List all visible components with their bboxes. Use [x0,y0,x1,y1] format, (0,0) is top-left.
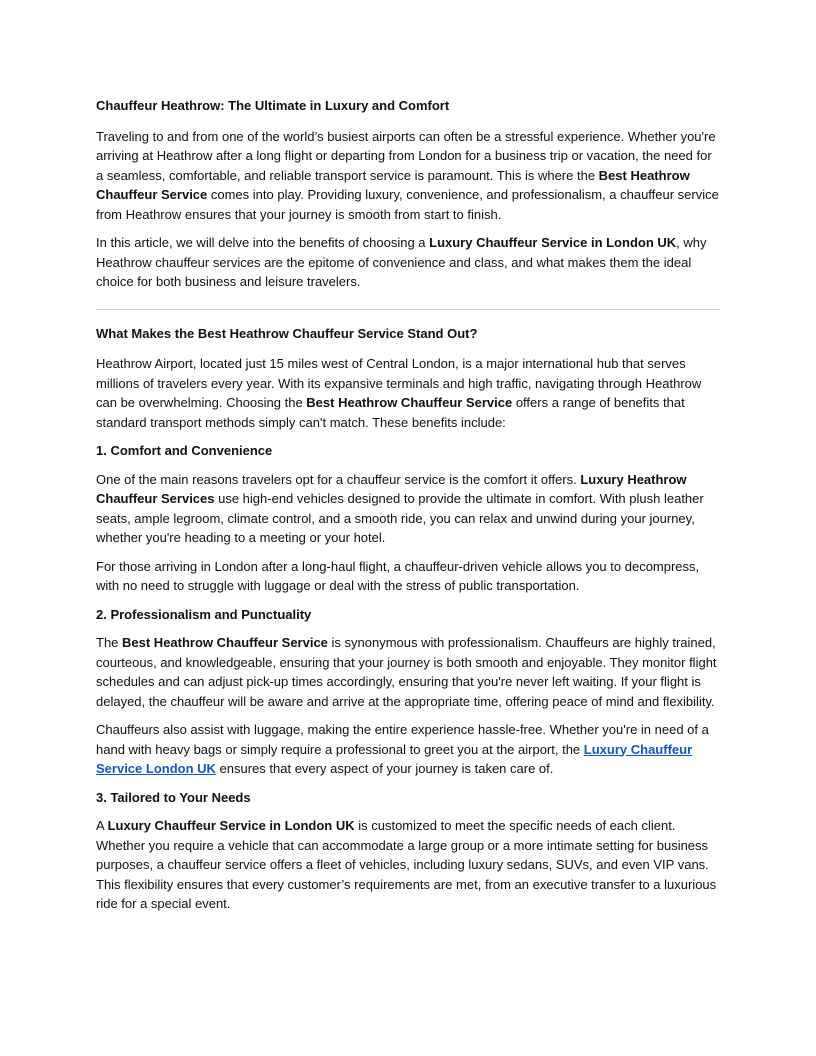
bold-text: Luxury Chauffeur Service in London UK [107,818,355,833]
text: Traveling to and from one of the world’s busiest airports can often be a stressful experience. Whether you're arriving at Heathrow after a long flight or departing from London for a business trip or vacation, the need for a seamless, comfortable, and reliable transport service is paramount. This is where the [96,128,716,183]
bold-text: Luxury Chauffeur Service in London UK [429,235,677,250]
document-title: Chauffeur Heathrow: The Ultimate in Luxury and Comfort [96,98,450,113]
bold-text: Best Heathrow Chauffeur Service [306,395,513,410]
tailored-paragraph-1 [96,816,720,914]
text: Heathrow Airport, located just 15 miles west of Central London, is a major international hub that serves millions of travelers every year. With its expansive terminals and high traffic, navigating through Heathrow can be overwhelming. Choosing the [96,356,702,410]
text: is customized to meet the specific needs of each client. Whether you require a vehicle that can accommodate a large group or a more intimate setting for business purposes, a chauffeur service offers a fleet of vehicles, including luxury sedans, SUVs, and even VIP vans. This flexibility ensures that every customer’s requirements are met, from an executive transfer to a luxurious ride for a special event. [96,818,717,911]
comfort-paragraph-2: For those arriving in London after a long-haul flight, a chauffeur-driven vehicle allows you to decompress, with no need to struggle with luggage or deal with the stress of public transportation. [96,558,700,593]
text: A [96,818,108,833]
text: , why Heathrow chauffeur services are the epitome of convenience and class, and what makes them the ideal choice for both business and leisure travelers. [96,235,707,289]
section-heading: What Makes the Best Heathrow Chauffeur Service Stand Out? [96,325,478,341]
professionalism-paragraph-2 [96,720,720,779]
text: comes into play. Providing luxury, convenience, and professionalism, a chauffeur service from Heathrow ensures that your journey is smooth from start to finish. [96,187,719,222]
bold-text: Best Heathrow Chauffeur Service [96,167,690,202]
luxury-chauffeur-link[interactable]: Luxury Chauffeur Service London UK [96,741,693,776]
intro-paragraph-2 [96,233,720,292]
section-divider [96,309,720,310]
text: In this article, we will delve into the benefits of choosing a [96,235,430,250]
section-paragraph-1 [96,354,720,432]
subheading-professionalism: 2. Professionalism and Punctuality [96,606,312,622]
bold-text: Luxury Heathrow Chauffeur Services [96,471,687,506]
text: use high-end vehicles designed to provide the ultimate in comfort. With plush leather seats, ample legroom, climate control, and a smooth ride, you can relax and unwind during your journey, whether you're heading to a meeting or your hotel. [96,491,704,545]
text: One of the main reasons travelers opt for a chauffeur service is the comfort it offers. [96,471,581,487]
text: The [96,635,123,650]
text: ensures that every aspect of your journey is taken care of. [215,761,554,776]
bold-text: Best Heathrow Chauffeur Service [122,635,328,650]
intro-paragraph-1 [96,127,720,225]
text: offers a range of benefits that standard transport methods simply can't match. These benefits include: [96,395,685,430]
comfort-paragraph-1 [96,470,720,548]
text: is synonymous with professionalism. Chauffeurs are highly trained, courteous, and knowledgeable, ensuring that your journey is both smooth and enjoyable. They monitor flight schedules and can adjust pick-up times accordingly, ensuring that you're never left waiting. If your flight is delayed, the chauffeur will be aware and arrive at the appropriate time, offering peace of mind and flexibility. [96,635,717,709]
subheading-tailored: 3. Tailored to Your Needs [96,789,251,805]
professionalism-paragraph-1 [96,633,720,711]
subheading-comfort: 1. Comfort and Convenience [96,443,273,458]
text: Chauffeurs also assist with luggage, making the entire experience hassle-free. Whether you're in need of a hand with heavy bags or simply require a professional to greet you at the airport, the [96,722,709,757]
